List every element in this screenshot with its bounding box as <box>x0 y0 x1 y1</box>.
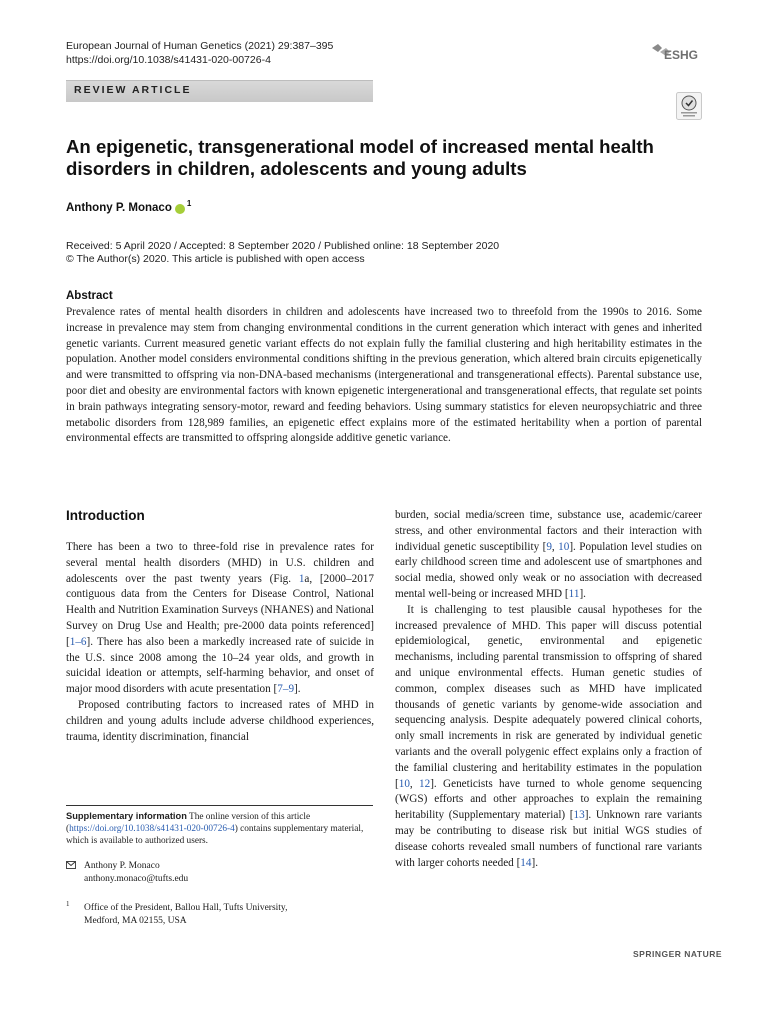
body-column-left <box>66 540 374 745</box>
citation-link[interactable]: 10 <box>398 777 410 790</box>
figure-reference[interactable]: 1 <box>298 572 305 585</box>
eshg-logo-text: ESHG <box>664 48 699 62</box>
affiliation-line: Medford, MA 02155, USA <box>84 916 187 926</box>
affiliation-line: Office of the President, Ballou Hall, Tufts University, <box>84 903 288 913</box>
orcid-icon[interactable] <box>175 204 185 214</box>
citation-link[interactable]: 12 <box>419 777 431 790</box>
citation-link[interactable]: 9 <box>546 540 552 553</box>
citation-link[interactable]: 1–6 <box>69 635 87 648</box>
footnote-divider <box>66 805 373 806</box>
author-byline <box>66 198 192 214</box>
corresponding-author-email[interactable]: anthony.monaco@tufts.edu <box>84 874 189 884</box>
introduction-heading: Introduction <box>66 508 145 523</box>
supplementary-info-note: Supplementary information The online version of this article (https://doi.org/10.1038/s41431-020-00726-4) contains supplementary material, which is available to authorized users. <box>66 811 364 847</box>
paragraph: It is challenging to test plausible causal hypotheses for the increased prevalence of MHD. This paper will discuss potential epidemiological, genetic, environmental and epigenetic mechanisms, including parental transmission to offspring of shared and unique environmental effects. Human genetic studies of common, complex diseases such as MHD have implicated thousands of genetic variants by genome-wide association and sequencing analysis. Despite adequately powered clinical cohorts, only small increments in risk are generated by individual genetic variants and the overall polygenic effect explains only a fraction of the familial clustering and heritability estimates in the population [10, 12]. Geneticists have turned to whole genome sequencing (WGS) efforts and other approaches to explain the remaining heritability (Supplementary material) [13]. Unknown rare variants may be contributing to disease risk but initial WGS studies of disease cohorts revealed small numbers of functional rare variants with larger cohorts needed [14]. <box>395 603 702 869</box>
check-for-updates-icon[interactable] <box>676 92 702 120</box>
envelope-icon <box>66 861 76 869</box>
citation-link[interactable]: 11 <box>568 587 580 600</box>
citation-link[interactable]: 14 <box>520 856 532 869</box>
paragraph: burden, social media/screen time, substance use, academic/career stress, and other environmental factors and their interaction with individual genetic susceptibility [9, 10]. Population level studies on early childhood screen time and adolescent use of smartphones and social media, showed only weak or no association with decreased mental well-being or increased MHD [11]. <box>395 509 702 600</box>
article-type-label: REVIEW ARTICLE <box>74 84 192 96</box>
publication-dates: Received: 5 April 2020 / Accepted: 8 September 2020 / Published online: 18 September 2020 <box>66 240 500 252</box>
author-affiliation-mark: 1 <box>186 198 192 208</box>
body-column-right <box>395 508 702 871</box>
corresponding-author-name: Anthony P. Monaco <box>84 861 160 871</box>
doi-link[interactable]: https://doi.org/10.1038/s41431-020-00726-4 <box>66 54 271 66</box>
citation-link[interactable]: 13 <box>573 809 585 822</box>
springer-nature-logo: SPRINGER NATURE <box>633 949 723 959</box>
abstract-text: Prevalence rates of mental health disorders in children and adolescents have increased two to threefold from the 1990s to 2016. Some increase in prevalence may stem from changing environmental conditions in the current generation which interact with genes and inherited genetic variants. Current measured genetic variant effects do not explain fully the familial clustering and high heritability estimates in the population. Another model considers environmental conditions shifting in the previous generation, which altered brain circuits epigenetically and were transmitted to offspring via non-DNA-based mechanisms (intergenerational and transgenerational effects). Parental substance use, poor diet and obesity are environmental factors with known epigenetic intergenerational and transgenerational effects, that regulate set points in brain pathways integrating sensory-motor, reward and feeding behaviors. Using summary statistics for eleven neuropsychiatric and three metabolic disorders from 128,989 families, an epigenetic effect explains more of the estimated heritability when a portion of parental environmental effects are transmitted to offspring alongside additive genetic variance. <box>66 306 702 445</box>
supplementary-doi-link[interactable]: https://doi.org/10.1038/s41431-020-00726-4 <box>69 824 235 835</box>
citation-link[interactable]: 10 <box>558 540 570 553</box>
abstract-heading: Abstract <box>66 290 113 302</box>
journal-citation: European Journal of Human Genetics (2021) 29:387–395 <box>66 40 334 52</box>
affiliation-number: 1 <box>66 900 70 908</box>
paragraph: There has been a two to three-fold rise in prevalence rates for several mental health disorders (MHD) in U.S. children and adolescents over the past twenty years (Fig. 1a, [2000–2017 contiguous data from the Centers for Disease Control, National Health and Nutrition Examination Surveys (NHANES) and National Survey on Drug Use and Health; pre-2000 data points referenced] [1–6]. There has also been a markedly increased rate of suicide in the U.S. since 2008 among the 10–24 year olds, and growth in suicidal ideation or attempts, self-harming behavior, and onset of major mood disorders with acute presentation [7–9]. <box>66 541 374 696</box>
copyright-notice: © The Author(s) 2020. This article is published with open access <box>66 253 365 265</box>
eshg-logo <box>650 42 702 64</box>
paragraph: Proposed contributing factors to increased rates of MHD in children and young adults include adverse childhood experiences, trauma, identity discrimination, financial <box>66 698 374 743</box>
citation-link[interactable]: 7–9 <box>277 683 295 696</box>
author-name[interactable]: Anthony P. Monaco <box>66 202 172 214</box>
article-title: An epigenetic, transgenerational model of increased mental health disorders in children, adolescents and young adults <box>66 136 654 179</box>
supplementary-info-label: Supplementary information <box>66 811 187 821</box>
